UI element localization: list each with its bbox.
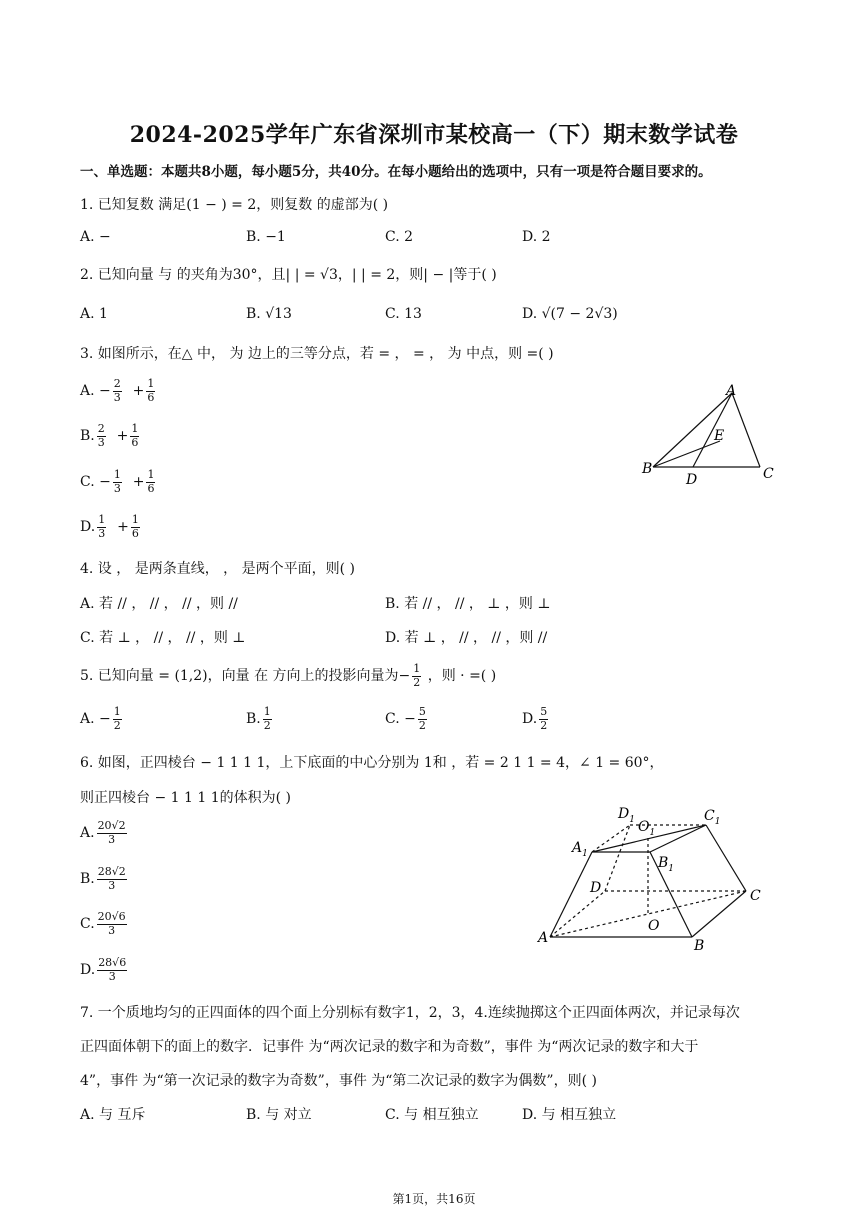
option-prefix: B. [246,711,261,728]
label-b: B [642,461,653,477]
question-6-option-d [80,957,129,983]
question-5-option-b [246,706,274,732]
question-6-option-a [80,820,129,846]
question-1-option-c: C. 2 [385,229,414,245]
label-c: C [763,466,774,482]
label-letter: A [572,840,583,856]
numerator: 1 [113,468,121,481]
question-5-option-a [80,706,124,732]
fraction [97,514,106,540]
question-2-option-b: B. √13 [246,306,292,322]
fraction [113,706,122,732]
question-7-option-a: A. 与 互斥 [80,1107,146,1123]
option-prefix: A. − [80,383,111,400]
fraction [97,957,127,983]
question-3-option-d [80,514,142,540]
denominator: 6 [131,526,139,540]
question-5-option-c [385,706,429,732]
numerator: 20√6 [97,910,126,923]
question-7-option-d: D. 与 相互独立 [522,1107,617,1123]
option-prefix: D. [522,711,538,728]
question-2-stem: 2. 已知向量 与 的夹角为30°，且| | = √3，| | = 2，则| − |等于( ) [80,267,497,283]
numerator: 1 [413,662,421,675]
label-d1 [617,806,635,825]
fraction [97,820,127,846]
label-c1 [704,808,720,827]
label-d: D [590,880,602,896]
option-prefix: B. [80,428,95,445]
label-letter: O [638,819,650,835]
label-subscript: 1 [629,815,635,825]
fraction [146,378,155,404]
denominator: 6 [147,481,155,495]
fraction [97,866,127,892]
triangle-figure [640,378,790,488]
denominator: 2 [413,675,421,689]
label-e: E [714,428,725,444]
question-6-option-b [80,866,129,892]
label-letter: D [618,806,630,822]
fraction [146,469,155,495]
denominator: 3 [113,481,121,495]
label-a1 [570,840,588,859]
question-7-line-2: 正四面体朝下的面上的数字．记事件 为“两次记录的数字和为奇数”，事件 为“两次记录的数字和大于 [80,1039,699,1055]
label-subscript: 1 [649,828,656,838]
label-letter: B [658,855,669,871]
fraction [539,706,548,732]
numerator: 1 [113,705,121,718]
denominator: 2 [113,718,121,732]
question-5-option-d [522,706,550,732]
question-3-option-c [80,469,157,495]
plus-sign: + [117,519,129,536]
denominator: 3 [108,832,116,846]
question-7-line-1: 7. 一个质地均匀的正四面体的四个面上分别标有数字1，2，3，4.连续抛掷这个正四面体两次，并记录每次 [80,1005,740,1021]
label-b: B [694,938,705,954]
question-7-option-b: B. 与 对立 [246,1107,312,1123]
question-6-line-2: 则正四棱台 − 1 1 1 1的体积为( ) [80,790,291,806]
label-a: A [726,383,737,399]
label-subscript: 1 [582,849,588,859]
option-prefix: C. − [80,474,111,491]
denominator: 3 [97,435,105,449]
fraction [263,706,272,732]
page-footer: 第1页，共16页 [392,1192,476,1206]
numerator: 1 [263,705,271,718]
fraction [418,706,427,732]
fraction [130,423,139,449]
denominator: 2 [418,718,426,732]
option-prefix: D. [80,962,96,979]
denominator: 3 [113,390,121,404]
question-3-option-a [80,378,157,404]
option-prefix: C. [80,916,95,933]
denominator: 3 [108,878,116,892]
label-o1 [638,819,655,838]
numerator: 1 [131,422,139,435]
question-4-stem: 4. 设 ， 是两条直线， ， 是两个平面，则( ) [80,561,355,577]
fraction [113,378,122,404]
question-7-line-3: 4”，事件 为“第一次记录的数字为奇数”，事件 为“第二次记录的数字为偶数”，则( ) [80,1073,597,1089]
denominator: 3 [98,526,106,540]
numerator: 1 [98,513,106,526]
plus-sign: + [116,428,129,445]
label-a: A [538,930,549,946]
section-heading: 一、单选题：本题共8小题，每小题5分，共40分。在每小题给出的选项中，只有一项是符合题目要求的。 [80,164,712,180]
question-4-option-c: C. 若 ⊥ ， // ， // ，则 ⊥ [80,630,246,646]
option-prefix: C. − [385,711,416,728]
question-6-option-c [80,911,129,937]
numerator: 1 [131,513,139,526]
question-7-option-c: C. 与 相互独立 [385,1107,479,1123]
fraction [97,911,127,937]
stem-text: 5. 已知向量 = (1,2)，向量 在 方向上的投影向量为− [80,668,411,685]
question-3-stem: 3. 如图所示，在△ 中， 为 边上的三等分点，若 = ， = ， 为 中点，则 =( ) [80,346,554,362]
label-d: D [686,472,698,488]
numerator: 1 [147,468,155,481]
label-letter: C [704,808,715,824]
question-4-option-d: D. 若 ⊥ ， // ， // ，则 // [385,630,548,646]
label-o: O [648,918,660,934]
question-6-line-1: 6. 如图，正四棱台 − 1 1 1 1，上下底面的中心分别为 1和 ，若 = 2 1 1 = 4，∠ 1 = 60°， [80,755,664,771]
option-prefix: A. [80,825,95,842]
plus-sign: + [132,383,145,400]
page-title: 2024-2025学年广东省深圳市某校高一（下）期末数学试卷 [129,122,739,148]
question-1-stem: 1. 已知复数 满足(1 − ) = 2，则复数 的虚部为( ) [80,197,389,213]
denominator: 2 [263,718,271,732]
fraction [131,514,140,540]
question-3-option-b [80,423,141,449]
question-2-option-d: D. √(7 − 2√3) [522,306,618,322]
fraction [97,423,106,449]
question-4-option-a: A. 若 // ， // ， // ，则 // [80,596,238,612]
numerator: 28√6 [98,956,127,969]
question-2-option-a: A. 1 [80,306,108,322]
denominator: 3 [108,923,116,937]
numerator: 20√2 [97,819,126,832]
question-1-option-d: D. 2 [522,229,551,245]
option-prefix: D. [80,519,96,536]
numerator: 2 [97,422,105,435]
question-2-option-c: C. 13 [385,306,422,322]
stem-text: ，则 · =( ) [423,668,497,685]
frustum-figure [530,800,770,955]
question-1-option-a: A. − [80,229,111,245]
numerator: 5 [418,705,426,718]
plus-sign: + [132,474,145,491]
option-prefix: B. [80,871,95,888]
label-c: C [750,888,761,904]
denominator: 3 [108,969,116,983]
denominator: 2 [540,718,548,732]
numerator: 2 [113,377,121,390]
numerator: 1 [147,377,155,390]
label-subscript: 1 [714,817,721,827]
denominator: 6 [131,435,139,449]
denominator: 6 [147,390,155,404]
question-5-stem [80,663,496,689]
numerator: 28√2 [97,865,126,878]
fraction [113,469,122,495]
question-1-option-b: B. −1 [246,229,286,245]
numerator: 5 [540,705,548,718]
question-4-option-b: B. 若 // ， // ， ⊥ ，则 ⊥ [385,596,551,612]
label-subscript: 1 [668,864,675,874]
option-prefix: A. − [80,711,111,728]
fraction [412,663,421,689]
